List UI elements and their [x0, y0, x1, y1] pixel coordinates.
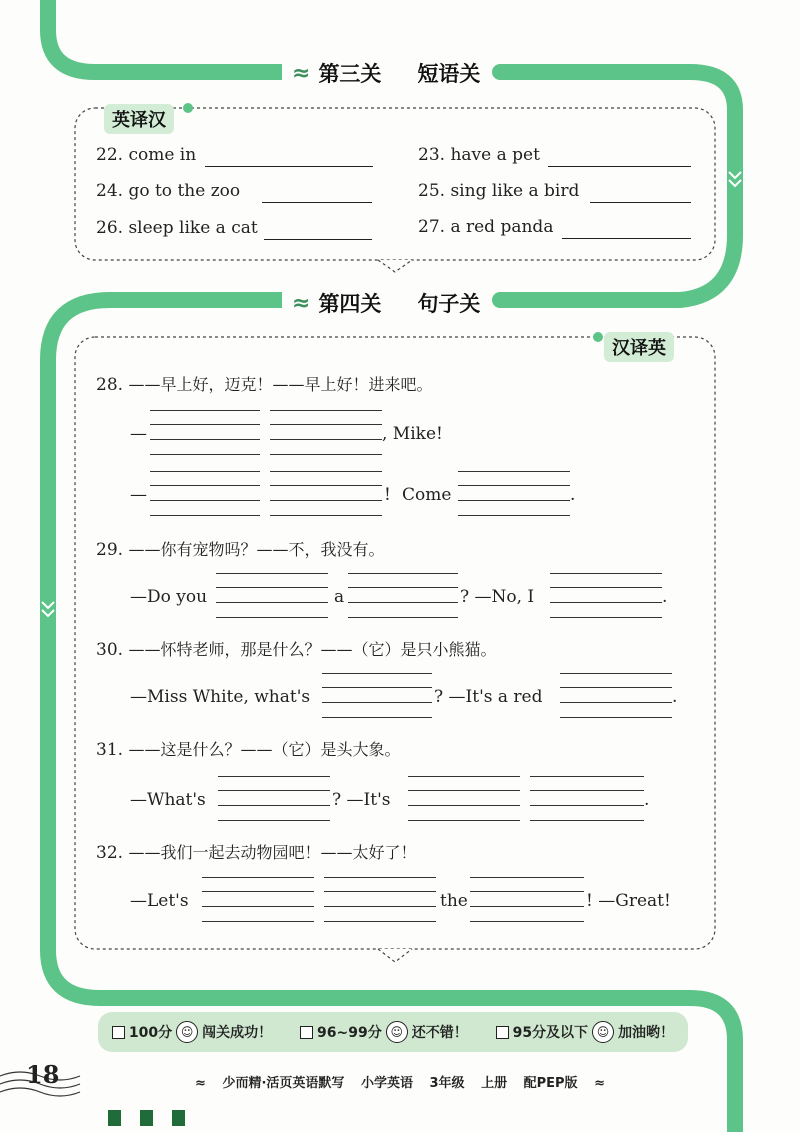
writing-slot[interactable] — [550, 573, 662, 617]
phrase-num: 23. — [418, 145, 446, 165]
answer-line[interactable] — [262, 202, 372, 203]
writing-slot[interactable] — [408, 776, 520, 820]
question-number: 32. — [96, 843, 124, 863]
its-red-text: ? —It's a red — [434, 687, 543, 707]
section4-tag: 汉译英 — [604, 332, 674, 362]
phrase-text: go to the zoo — [128, 181, 241, 201]
footer-series: 少而精·活页英语默写 — [222, 1076, 345, 1091]
question-number: 30. — [96, 640, 124, 660]
no-i-text: ? —No, I — [460, 587, 535, 607]
score-option-95[interactable] — [496, 1021, 674, 1043]
smile-face-icon: ☺ — [386, 1021, 408, 1043]
answer-line[interactable] — [264, 239, 372, 240]
do-you-text: —Do you — [130, 587, 208, 607]
question-chinese: ——早上好，迈克！——早上好！进来吧。 — [128, 375, 433, 394]
phrase-num: 27. — [418, 217, 446, 237]
writing-slot[interactable] — [216, 573, 328, 617]
wave-icon: ≈ — [292, 60, 311, 86]
miss-white-text: —Miss White, what's — [130, 687, 311, 707]
question-31 — [96, 737, 400, 760]
score-label: 95分及以下 — [512, 1025, 589, 1041]
writing-slot[interactable] — [458, 471, 570, 515]
phrase-item — [96, 145, 196, 165]
decor-square — [172, 1110, 185, 1126]
question-30 — [96, 637, 496, 660]
dash-text: — — [130, 485, 147, 505]
period-text: . — [672, 687, 678, 707]
section3-title-b: 短语关 — [417, 62, 481, 86]
its-text: ? —It's — [332, 790, 391, 810]
period-text: . — [570, 485, 576, 505]
writing-slot[interactable] — [560, 673, 672, 717]
writing-slot[interactable] — [202, 877, 314, 921]
footer — [0, 1072, 800, 1091]
section4-title-a: 第四关 — [318, 292, 382, 316]
writing-slot[interactable] — [150, 410, 260, 454]
question-number: 29. — [96, 540, 124, 560]
period-text: . — [662, 587, 668, 607]
writing-slot[interactable] — [218, 776, 330, 820]
writing-slot[interactable] — [470, 877, 584, 921]
phrase-num: 22. — [96, 145, 124, 165]
score-option-100[interactable] — [112, 1021, 272, 1043]
checkbox-icon[interactable] — [496, 1026, 509, 1039]
cheer-face-icon: ☺ — [592, 1021, 614, 1043]
decor-square — [108, 1110, 121, 1126]
wave-icon: ≈ — [594, 1076, 605, 1091]
a-text: a — [334, 587, 345, 607]
score-comment: 闯关成功！ — [202, 1025, 273, 1041]
phrase-item — [96, 181, 240, 201]
question-chinese: ——我们一起去动物园吧！——太好了！ — [128, 843, 417, 862]
whats-text: —What's — [130, 790, 206, 810]
phrase-text: come in — [128, 145, 197, 165]
phrase-text: a red panda — [450, 217, 554, 237]
phrase-num: 24. — [96, 181, 124, 201]
phrase-item — [96, 218, 258, 238]
checkbox-icon[interactable] — [300, 1026, 313, 1039]
footer-edition: 配PEP版 — [523, 1076, 578, 1091]
smile-face-icon: ☺ — [176, 1021, 198, 1043]
section3-title — [282, 58, 490, 88]
phrase-text: have a pet — [450, 145, 540, 165]
question-number: 31. — [96, 740, 124, 760]
phrase-item — [418, 181, 579, 201]
writing-slot[interactable] — [270, 471, 382, 515]
come-text: Come — [402, 485, 452, 505]
mike-text: , Mike! — [382, 424, 443, 444]
writing-slot[interactable] — [150, 471, 260, 515]
the-text: the — [440, 891, 468, 911]
question-28 — [96, 372, 432, 395]
question-chinese: ——这是什么？——（它）是头大象。 — [128, 740, 401, 759]
decor-square — [140, 1110, 153, 1126]
question-chinese: ——怀特老师，那是什么？——（它）是只小熊猫。 — [128, 640, 497, 659]
wave-icon: ≈ — [292, 290, 311, 316]
question-29 — [96, 537, 384, 560]
phrase-item — [418, 217, 553, 237]
writing-slot[interactable] — [530, 776, 644, 820]
section3-title-a: 第三关 — [318, 62, 382, 86]
footer-grade: 3年级 — [429, 1076, 465, 1091]
writing-slot[interactable] — [322, 673, 432, 717]
answer-line[interactable] — [548, 166, 691, 167]
score-comment: 还不错！ — [411, 1025, 468, 1041]
phrase-item — [418, 145, 540, 165]
section4-title-b: 句子关 — [417, 292, 481, 316]
great-text: ! —Great! — [586, 891, 671, 911]
answer-line[interactable] — [205, 166, 373, 167]
footer-subject: 小学英语 — [360, 1076, 413, 1091]
section3-tag: 英译汉 — [104, 104, 174, 134]
answer-line[interactable] — [590, 202, 691, 203]
question-number: 28. — [96, 375, 124, 395]
page-number: 18 — [26, 1060, 60, 1089]
question-chinese: ——你有宠物吗？——不，我没有。 — [128, 540, 385, 559]
excl-text: ! — [384, 485, 391, 505]
footer-term: 上册 — [481, 1076, 508, 1091]
score-option-96[interactable] — [300, 1021, 468, 1043]
phrase-text: sing like a bird — [450, 181, 580, 201]
writing-slot[interactable] — [324, 877, 436, 921]
score-label: 100分 — [128, 1025, 173, 1041]
phrase-num: 26. — [96, 218, 124, 238]
writing-slot[interactable] — [270, 410, 382, 454]
period-text: . — [644, 790, 650, 810]
question-32 — [96, 840, 416, 863]
answer-line[interactable] — [562, 238, 691, 239]
score-comment: 加油哟！ — [618, 1025, 675, 1041]
phrase-text: sleep like a cat — [128, 218, 258, 238]
score-bar — [98, 1012, 688, 1052]
writing-slot[interactable] — [348, 573, 458, 617]
dash-text: — — [130, 424, 147, 444]
checkbox-icon[interactable] — [112, 1026, 125, 1039]
wave-icon: ≈ — [195, 1076, 206, 1091]
score-label: 96~99分 — [317, 1025, 382, 1041]
phrase-num: 25. — [418, 181, 446, 201]
lets-text: —Let's — [130, 891, 189, 911]
section4-title — [282, 288, 490, 318]
